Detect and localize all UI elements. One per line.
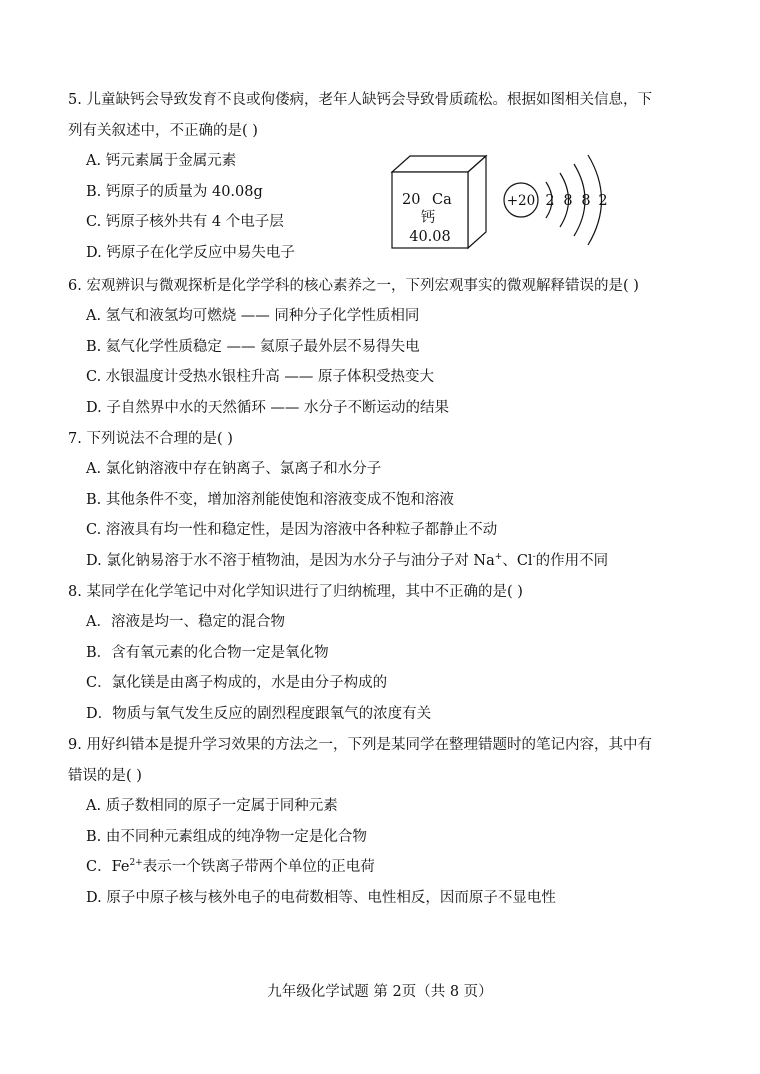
q5-option-d: D. 钙原子在化学反应中易失电子 (86, 245, 295, 261)
q8-option-d: D．物质与氧气发生反应的剧烈程度跟氧气的浓度有关 (86, 706, 432, 722)
q6-option-b: B. 氦气化学性质稳定 —— 氦原子最外层不易得失电 (86, 339, 420, 355)
q6-option-a: A. 氢气和液氢均可燃烧 —— 同种分子化学性质相同 (86, 308, 420, 324)
page-footer: 九年级化学试题 第 2页（共 8 页） (267, 984, 493, 1000)
q5-option-b: B. 钙原子的质量为 40.08g (86, 184, 263, 200)
q9-stem-line2: 错误的是( ) (68, 768, 142, 784)
q6-stem: 6. 宏观辨识与微观探析是化学学科的核心素养之一，下列宏观事实的微观解释错误的是( ) (68, 278, 639, 294)
q9-c-text-2: 表示一个铁离子带两个单位的正电荷 (142, 859, 375, 875)
q9-option-a: A. 质子数相同的原子一定属于同种元素 (86, 798, 338, 814)
iron-ion-charge: 2+ (129, 858, 143, 868)
q5-stem-line2: 列有关叙述中，不正确的是( ) (68, 123, 258, 139)
shell-1-electrons: 2 (545, 193, 555, 209)
shell-3-electrons: 8 (581, 193, 591, 209)
q9-option-d: D. 原子中原子核与核外电子的电荷数相等、电性相反，因而原子不显电性 (86, 890, 556, 906)
calcium-figure (380, 150, 620, 258)
q5-option-a: A. 钙元素属于金属元素 (86, 153, 237, 169)
q9-option-b: B. 由不同种元素组成的纯净物一定是化合物 (86, 829, 367, 845)
nucleus-charge: +20 (506, 193, 536, 209)
element-tile (392, 156, 486, 248)
q8-option-c: C．氯化镁是由离子构成的，水是由分子构成的 (86, 675, 388, 691)
q9-stem-line1: 9. 用好纠错本是提升学习效果的方法之一，下列是某同学在整理错题时的笔记内容，其中有 (68, 737, 652, 753)
q8-option-b: B．含有氧元素的化合物一定是氧化物 (86, 645, 329, 661)
q7-stem: 7. 下列说法不合理的是( ) (68, 431, 233, 447)
q7-d-text-3: 的作用不同 (535, 553, 609, 569)
q7-option-b: B. 其他条件不变，增加溶剂能使饱和溶液变成不饱和溶液 (86, 492, 454, 508)
q7-option-d (86, 551, 608, 571)
q9-c-text-1: C．Fe (86, 859, 130, 875)
element-name: 钙 (420, 210, 436, 226)
q5-option-c: C. 钙原子核外共有 4 个电子层 (86, 214, 284, 230)
shell-2-electrons: 8 (563, 193, 573, 209)
q6-option-c: C. 水银温度计受热水银柱升高 —— 原子体积受热变大 (86, 369, 435, 385)
element-symbol: Ca (432, 192, 452, 208)
element-mass: 40.08 (409, 229, 451, 245)
atom-structure (504, 155, 608, 245)
sodium-charge: + (494, 552, 503, 562)
q6-option-d: D. 子自然界中水的天然循环 —— 水分子不断运动的结果 (86, 400, 450, 416)
q7-option-a: A. 氯化钠溶液中存在钠离子、氯离子和水分子 (86, 461, 382, 477)
q9-option-c (86, 857, 375, 877)
q5-stem-line1: 5. 儿童缺钙会导致发育不良或佝偻病，老年人缺钙会导致骨质疏松。根据如图相关信息，下 (68, 92, 652, 108)
q7-option-c: C. 溶液具有均一性和稳定性，是因为溶液中各种粒子都静止不动 (86, 522, 498, 538)
q7-d-text-1: D. 氯化钠易溶于水不溶于植物油，是因为水分子与油分子对 Na (86, 553, 495, 569)
element-number: 20 (402, 192, 421, 208)
chloride-charge: - (532, 552, 536, 562)
shell-4-electrons: 2 (598, 193, 608, 209)
q8-option-a: A．溶液是均一、稳定的混合物 (86, 614, 285, 630)
q8-stem: 8. 某同学在化学笔记中对化学知识进行了归纳梳理，其中不正确的是( ) (68, 584, 523, 600)
q7-d-text-2: 、Cl (502, 553, 533, 569)
